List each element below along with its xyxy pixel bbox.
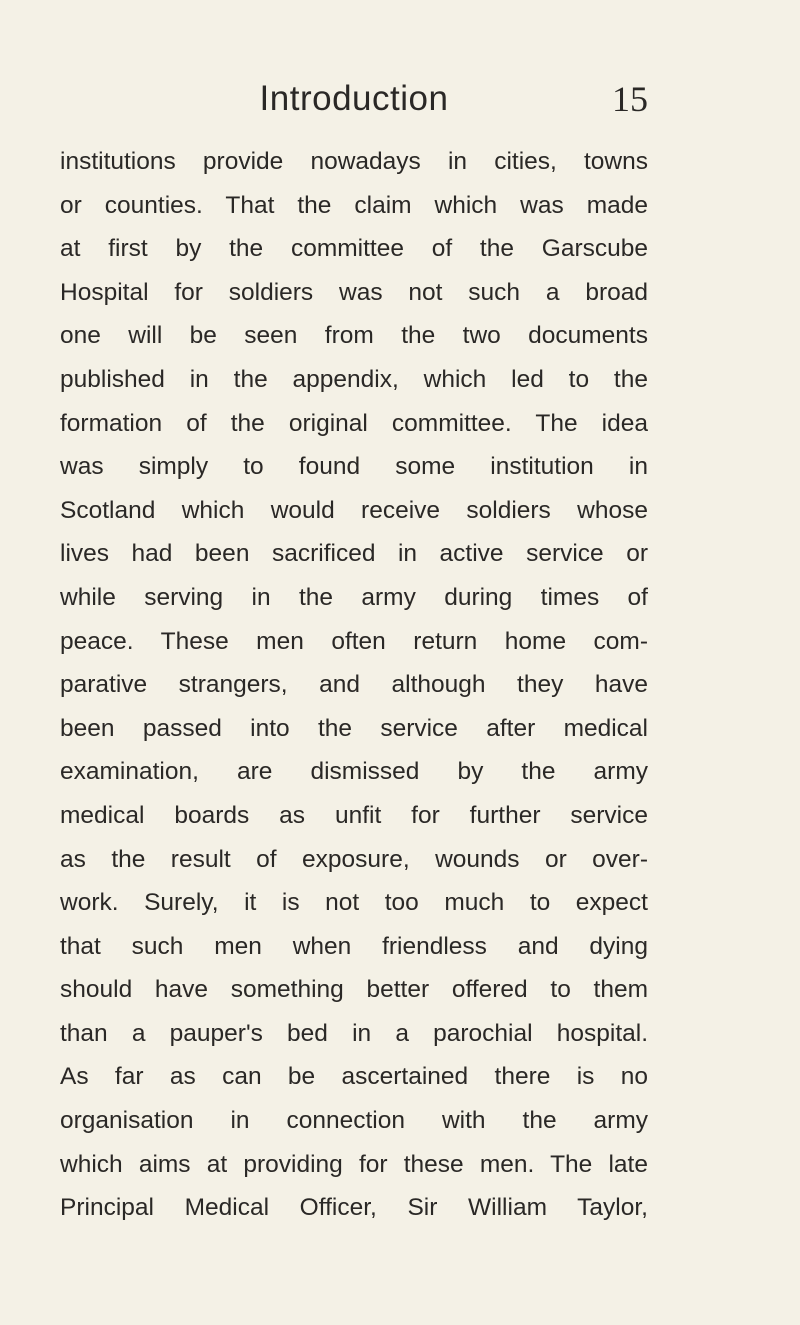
text-line: at first by the committee of the Garscube	[60, 235, 648, 263]
text-line: Hospital for soldiers was not such a broad	[60, 278, 648, 306]
text-line: which aims at providing for these men. The late	[60, 1150, 648, 1178]
text-line: parative strangers, and although they have	[60, 671, 648, 699]
text-line: one will be seen from the two documents	[60, 322, 648, 350]
text-line: been passed into the service after medical	[60, 714, 648, 742]
text-line: As far as can be ascertained there is no	[60, 1063, 648, 1091]
text-line: published in the appendix, which led to the	[60, 365, 648, 393]
running-head	[60, 74, 648, 124]
text-line: Scotland which would receive soldiers whose	[60, 496, 648, 524]
text-line: medical boards as unfit for further service	[60, 801, 648, 829]
text-line: than a pauper's bed in a parochial hospital.	[60, 1019, 648, 1047]
text-line: that such men when friendless and dying	[60, 932, 648, 960]
running-title: Introduction	[259, 79, 449, 118]
body-text	[60, 140, 648, 1230]
text-line: was simply to found some institution in	[60, 453, 648, 481]
text-line: or counties. That the claim which was made	[60, 191, 648, 219]
text-line: examination, are dismissed by the army	[60, 758, 648, 786]
text-line: institutions provide nowadays in cities, towns	[60, 148, 648, 175]
text-line: work. Surely, it is not too much to expect	[60, 889, 648, 917]
text-line: Principal Medical Officer, Sir William Taylor,	[60, 1194, 648, 1222]
text-line: while serving in the army during times of	[60, 583, 648, 611]
text-line: as the result of exposure, wounds or over-	[60, 845, 648, 873]
text-line: lives had been sacrificed in active service or	[60, 540, 648, 568]
text-line: organisation in connection with the army	[60, 1107, 648, 1135]
text-line: should have something better offered to them	[60, 976, 648, 1004]
text-line: formation of the original committee. The idea	[60, 409, 648, 437]
page-number: 15	[612, 79, 648, 119]
text-line: peace. These men often return home com-	[60, 627, 648, 655]
